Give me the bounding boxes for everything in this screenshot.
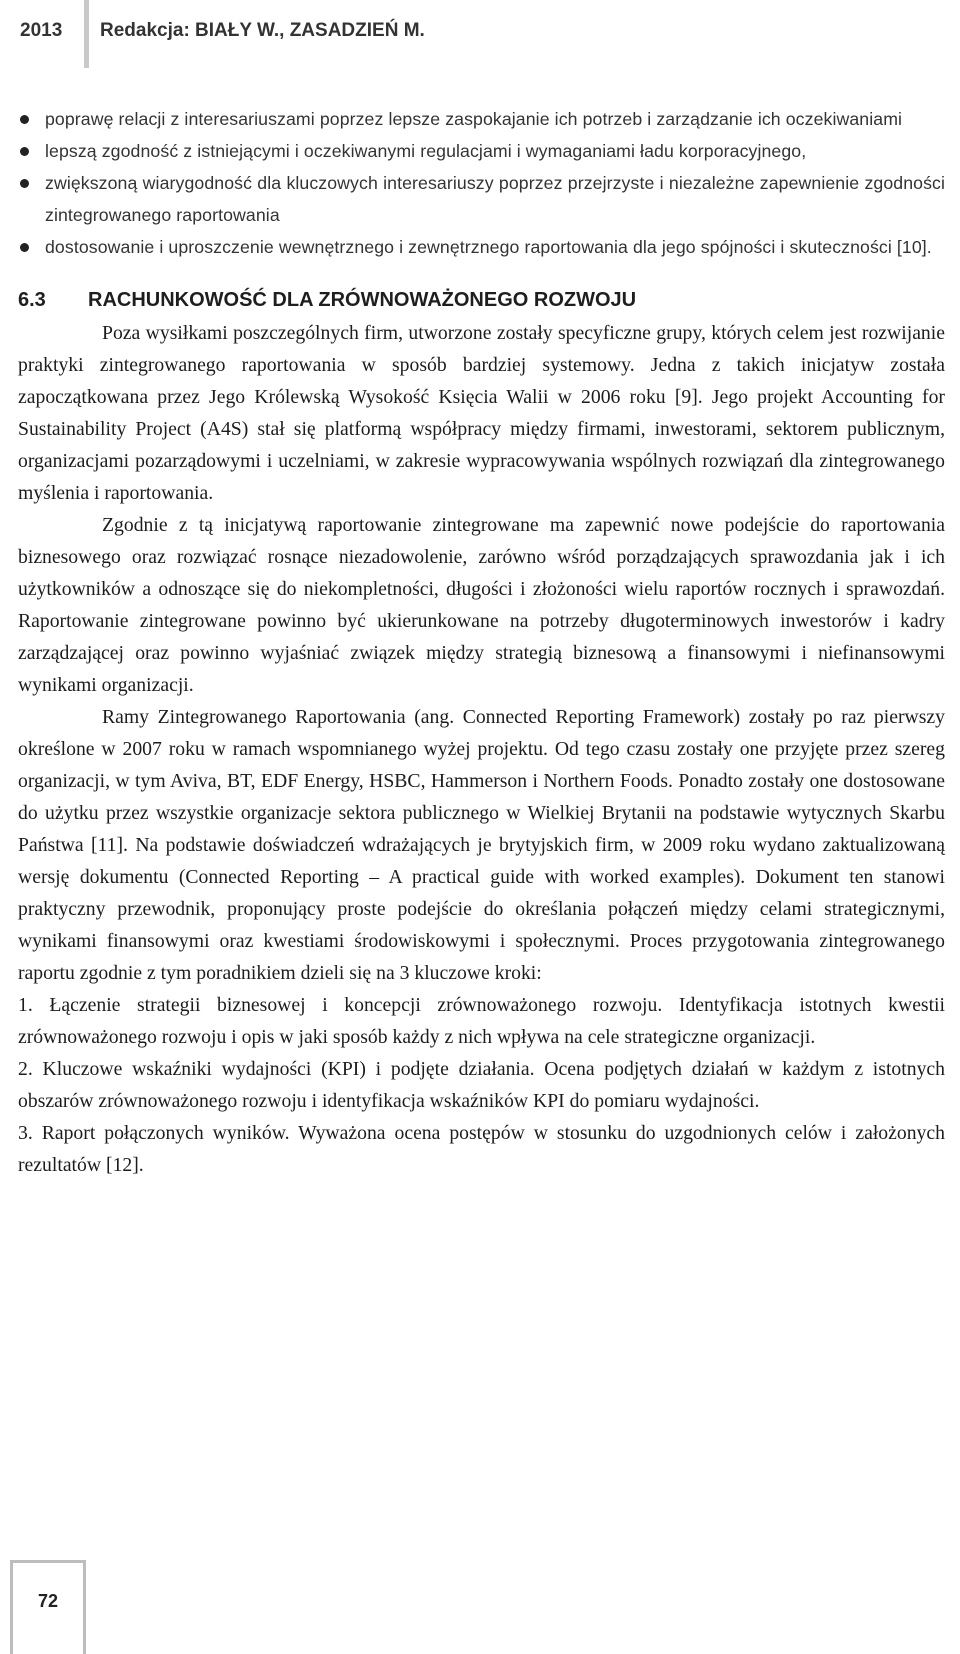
step-item: 2. Kluczowe wskaźniki wydajności (KPI) i podjęte działania. Ocena podjętych działań w każdym z istotnych obszarów zrównoważonego rozwoju i identyfikacja wskaźników KPI do pomiaru wydajności.: [18, 1058, 945, 1112]
step-item: 3. Raport połączonych wyników. Wyważona ocena postępów w stosunku do uzgodnionych celów i założonych rezultatów [12].: [18, 1122, 945, 1176]
page-number-box: [10, 1560, 86, 1654]
bullet-icon: [20, 179, 29, 188]
page-header: [0, 0, 960, 66]
page-content: [18, 103, 945, 1181]
paragraph: Zgodnie z tą inicjatywą raportowanie zintegrowane ma zapewnić nowe podejście do raportowania biznesowego oraz rozwiązać rosnące niezadowolenie, zarówno wśród porządzających sprawozdania jak i ich użytkowników a odnoszące się do niekompletności, długości i złożoności wielu raportów rocznych i sprawozdań. Raportowanie zintegrowane powinno być ukierunkowane na potrzeby długoterminowych inwestorów i kadry zarządzającej oraz powinno wyjaśniać związek między strategią biznesową a finansowymi i niefinansowymi wynikami organizacji.: [18, 514, 945, 696]
section-title: RACHUNKOWOŚĆ DLA ZRÓWNOWAŻONEGO ROZWOJU: [88, 289, 637, 311]
bullet-item: [18, 103, 945, 135]
bullet-item: [18, 167, 945, 231]
page-number: 72: [37, 1591, 59, 1611]
paragraph: Poza wysiłkami poszczególnych firm, utworzone zostały specyficzne grupy, których celem jest rozwijanie praktyki zintegrowanego raportowania w sposób bardziej systemowy. Jedna z takich inicjatyw została zapoczątkowana przez Jego Królewską Wysokość Księcia Walii w 2006 roku [9]. Jego projekt Accounting for Sustainability Project (A4S) stał się platformą współpracy między firmami, inwestorami, sektorem publicznym, organizacjami pozarządowymi i uczelniami, w zakresie wypracowywania wspólnych rozwiązań dla zintegrowanego myślenia i raportowania.: [18, 322, 945, 504]
bullet-text: zwiększoną wiarygodność dla kluczowych interesariuszy poprzez przejrzyste i niezależne zapewnienie zgodności zintegrowanego raportowania: [45, 173, 945, 225]
section-number: 6.3: [18, 289, 46, 311]
header-editorial: Redakcja: BIAŁY W., ZASADZIEŃ M.: [100, 20, 425, 41]
bullet-item: [18, 135, 945, 167]
bullet-text: lepszą zgodność z istniejącymi i oczekiwanymi regulacjami i wymaganiami ładu korporacyjnego,: [45, 141, 807, 161]
header-year: 2013: [20, 20, 63, 41]
header-divider: [84, 0, 89, 68]
bullet-list: [18, 103, 945, 263]
bullet-icon: [20, 115, 29, 124]
bullet-text: dostosowanie i uproszczenie wewnętrznego i zewnętrznego raportowania dla jego spójności i skuteczności [10].: [45, 237, 932, 257]
section-heading: [18, 283, 945, 317]
step-item: 1. Łączenie strategii biznesowej i koncepcji zrównoważonego rozwoju. Identyfikacja istotnych kwestii zrównoważonego rozwoju i opis w jaki sposób każdy z nich wpływa na cele strategiczne organizacji.: [18, 994, 945, 1048]
paragraph: Ramy Zintegrowanego Raportowania (ang. Connected Reporting Framework) zostały po raz pierwszy określone w 2007 roku w ramach wspomnianego wyżej projektu. Od tego czasu zostały one przyjęte przez szereg organizacji, w tym Aviva, BT, EDF Energy, HSBC, Hammerson i Northern Foods. Ponadto zostały one dostosowane do użytku przez wszystkie organizacje sektora publicznego w Wielkiej Brytanii na podstawie wytycznych Skarbu Państwa [11]. Na podstawie doświadczeń wdrażających je brytyjskich firm, w 2009 roku wydano zaktualizowaną wersję dokumentu (Connected Reporting – A practical guide with worked examples). Dokument ten stanowi praktyczny przewodnik, proponujący proste podejście do określania połączeń między celami strategicznymi, wynikami finansowymi oraz kwestiami środowiskowymi i społecznymi. Proces przygotowania zintegrowanego raportu zgodnie z tym poradnikiem dzieli się na 3 kluczowe kroki:: [18, 706, 945, 984]
bullet-icon: [20, 243, 29, 252]
bullet-item: [18, 231, 945, 263]
bullet-icon: [20, 147, 29, 156]
bullet-text: poprawę relacji z interesariuszami poprzez lepsze zaspokajanie ich potrzeb i zarządzanie ich oczekiwaniami: [45, 109, 903, 129]
